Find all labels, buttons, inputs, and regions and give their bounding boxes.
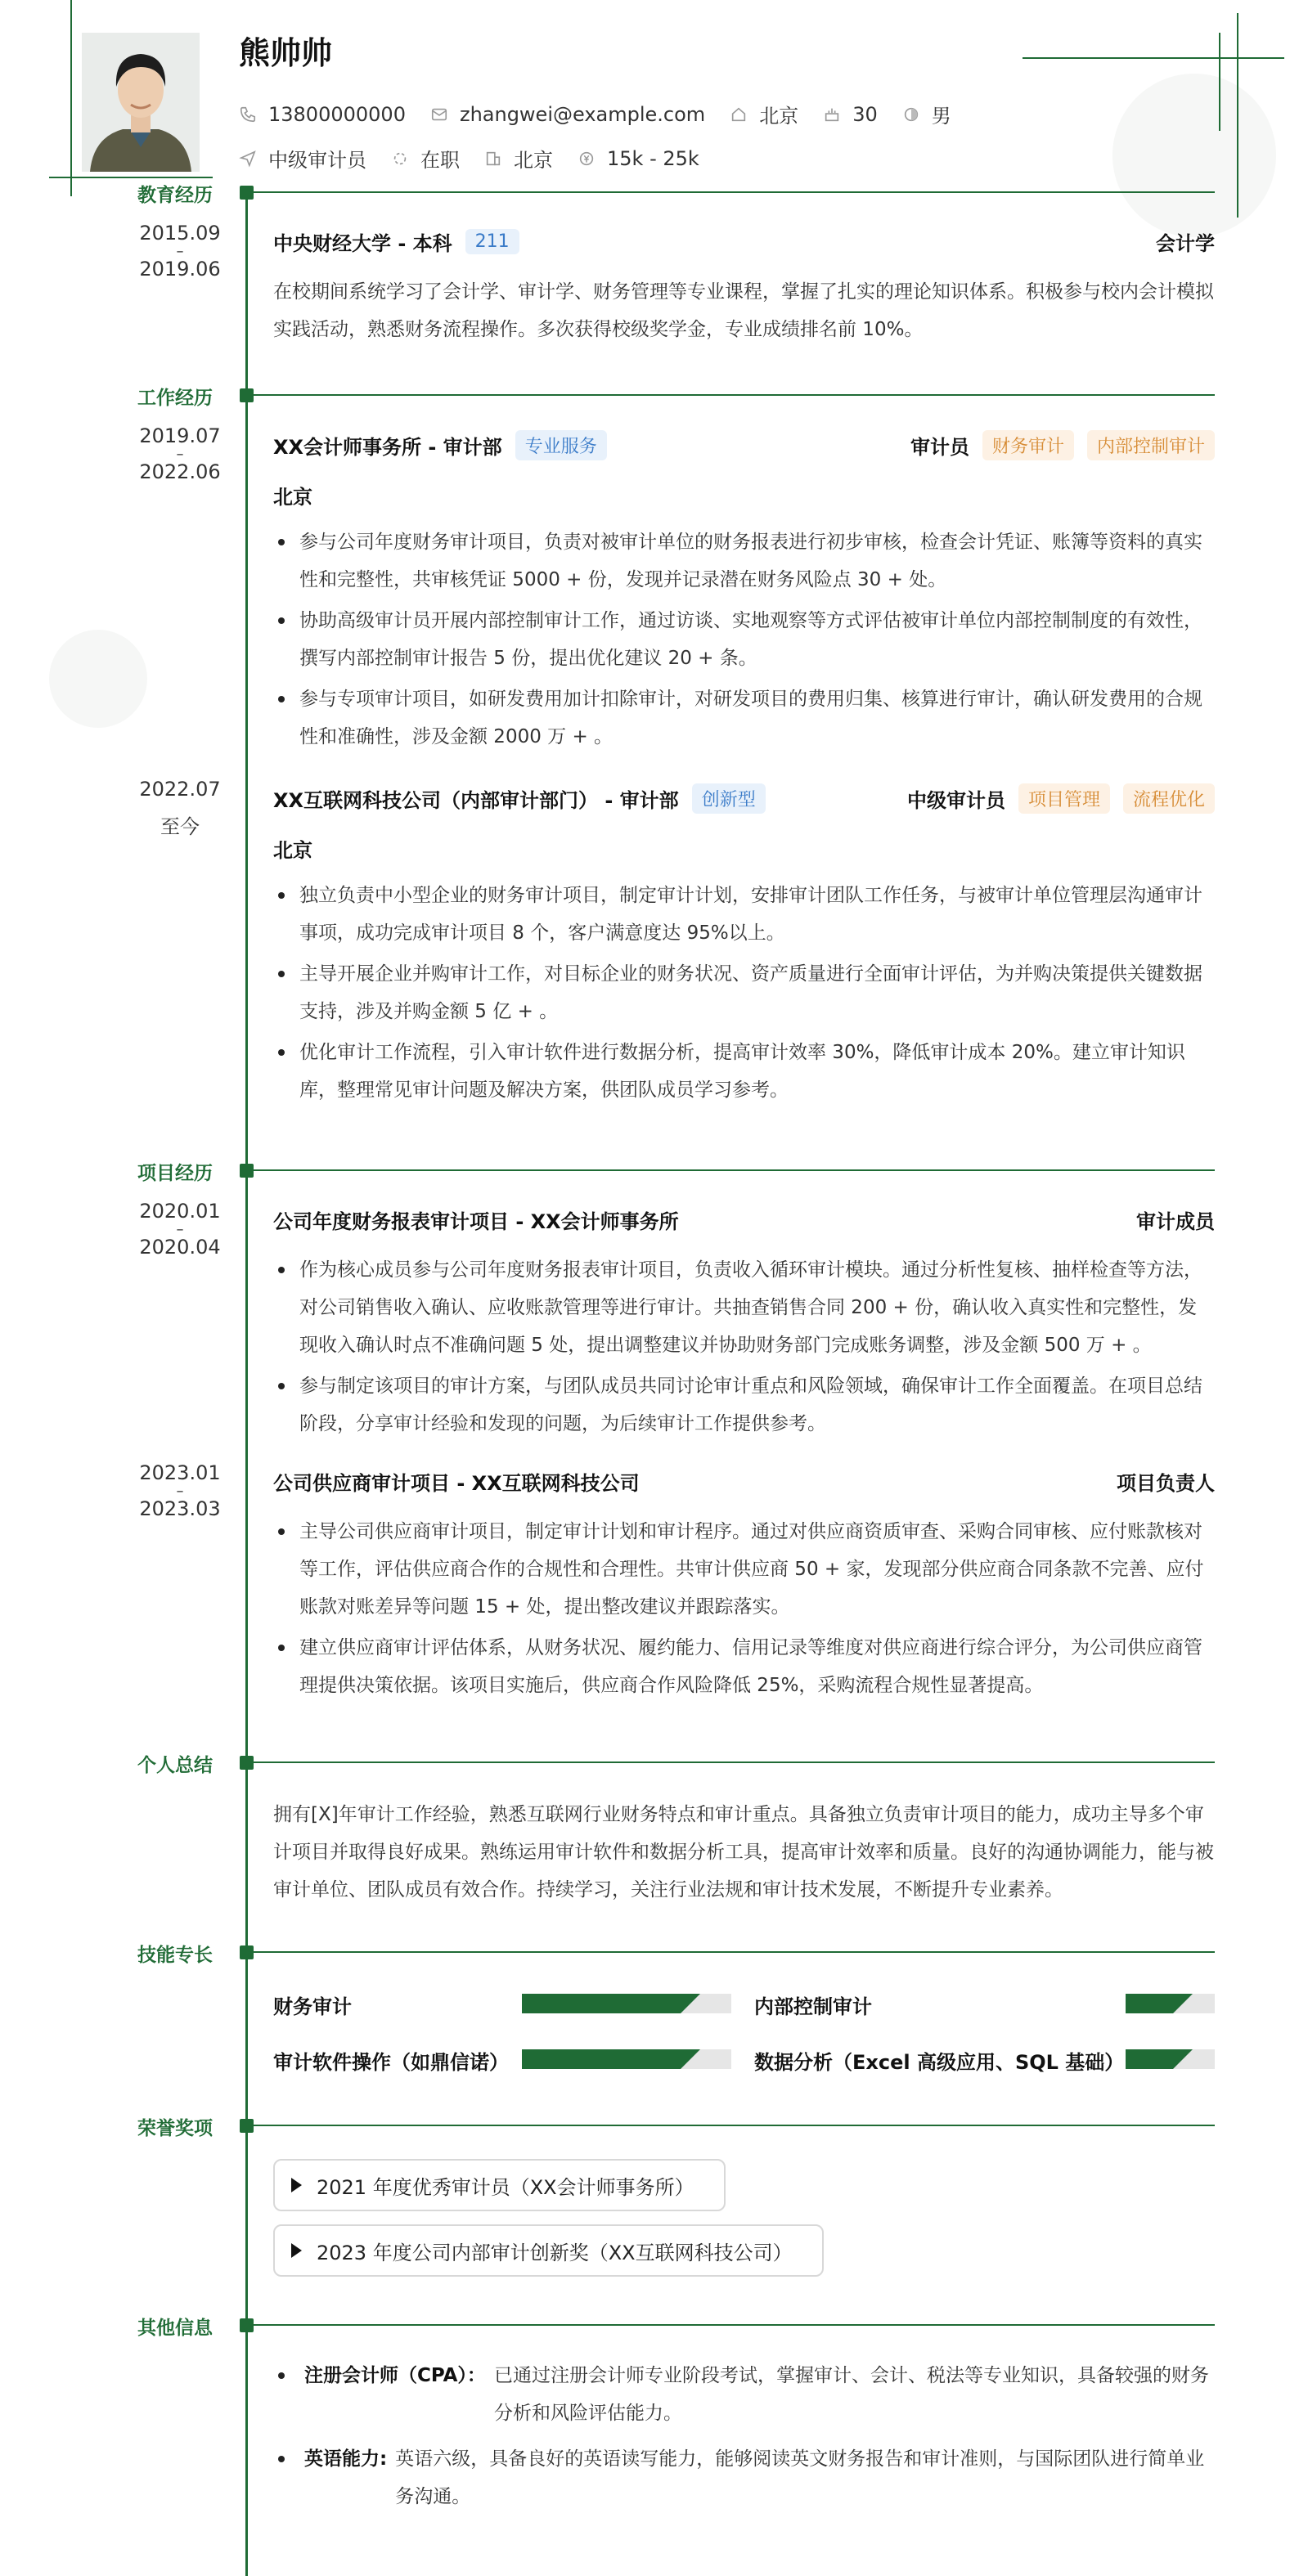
play-icon	[291, 2243, 302, 2258]
section-rule	[254, 2125, 1215, 2126]
skill-name: 数据分析（Excel 高级应用、SQL 基础）	[754, 2051, 1125, 2074]
work-location: 北京	[273, 839, 312, 862]
building-icon	[484, 150, 502, 168]
phone-item	[239, 103, 406, 126]
company-tag: 创新型	[692, 783, 766, 814]
skill-fill	[522, 2049, 681, 2069]
award-item[interactable]	[273, 2224, 824, 2277]
project-bullets	[273, 1513, 1215, 1708]
list-item: 作为核心成员参与公司年度财务报表审计项目，负责收入循环审计模块。通过分析性复核、抽样检查等方法，对公司销售收入确认、应收账款管理等进行审计。共抽查销售合同 200 + 份，确认收入真实性和完整性，发现收入确认时点不准确问题 5 处，提出调整建议并协助财务部门完成账务调整，涉及金额 500 万 + 。	[273, 1251, 1215, 1364]
skill-fill	[522, 1994, 681, 2013]
work-date: 2019.07 – 2022.06	[139, 424, 221, 483]
city-value: 北京	[759, 105, 799, 128]
section-rule	[254, 1761, 1215, 1763]
section-title-summary: 个人总结	[137, 1755, 213, 1776]
company-tag: 专业服务	[515, 430, 607, 460]
play-icon	[291, 2178, 302, 2192]
list-item: 主导开展企业并购审计工作，对目标企业的财务状况、资产质量进行全面审计评估，为并购决策提供关键数据支持，涉及并购金额 5 亿 + 。	[273, 955, 1215, 1030]
decorative-circle	[1112, 74, 1276, 237]
project-bullets	[273, 1251, 1215, 1446]
summary-text: 拥有[X]年审计工作经验，熟悉互联网行业财务特点和审计重点。具备独立负责审计项目的能力，成功主导多个审计项目并取得良好成果。熟练运用审计软件和数据分析工具，提高审计效率和质量。良好的沟通协调能力，能与被审计单位、团队成员有效合作。持续学习，关注行业法规和审计技术发展，不断提升专业素养。	[273, 1804, 1214, 1901]
section-title-skills: 技能专长	[137, 1945, 213, 1966]
bullet-icon	[278, 2372, 285, 2379]
phone-value: 13800000000	[268, 102, 406, 126]
section-rule	[254, 1951, 1215, 1953]
position-item	[239, 144, 366, 173]
skill-name: 审计软件操作（如鼎信诺）	[273, 2051, 509, 2074]
award-label: 2021 年度优秀审计员（XX会计师事务所）	[317, 2175, 694, 2199]
decorative-circle	[49, 630, 147, 728]
status-value: 在职	[420, 149, 460, 172]
list-item: 参与公司年度财务审计项目，负责对被审计单位的财务报表进行初步审核，检查会计凭证、账簿等资料的真实性和完整性，共审核凭证 5000 + 份，发现并记录潜在财务风险点 30 + 处。	[273, 523, 1215, 599]
skill-fill	[1126, 2049, 1173, 2069]
project-title: 公司年度财务报表审计项目 - XX会计师事务所	[273, 1210, 679, 1233]
decorative-line	[1023, 57, 1284, 59]
gender-value: 男	[931, 105, 951, 128]
skill-name: 内部控制审计	[754, 1995, 872, 2018]
work-header	[273, 430, 1215, 460]
work-date: 2022.07	[139, 778, 221, 801]
education-header	[273, 227, 1215, 256]
list-item: 参与制定该项目的审计方案，与团队成员共同讨论审计重点和风险领域，确保审计工作全面覆盖。在项目总结阶段，分享审计经验和发现的问题，为后续审计工作提供参考。	[273, 1367, 1215, 1443]
skill-tag: 内部控制审计	[1087, 430, 1215, 460]
project-date: 2020.01 – 2020.04	[139, 1200, 221, 1259]
list-item: 主导公司供应商审计项目，制定审计计划和审计程序。通过对供应商资质审查、采购合同审核、应付账款核对等工作，评估供应商合作的合规性和合理性。共审计供应商 50 + 家，发现部分供应商合同条款不完善、应付账款对账差异等问题 15 + 处，提出整改建议并跟踪落实。	[273, 1513, 1215, 1626]
decorative-line	[49, 177, 213, 178]
skill-tag: 流程优化	[1123, 783, 1215, 814]
salary-item	[578, 147, 699, 170]
list-item: 独立负责中小型企业的财务审计项目，制定审计计划，安排审计团队工作任务，与被审计单位管理层沟通审计事项，成功完成审计项目 8 个，客户满意度达 95%以上。	[273, 877, 1215, 952]
send-icon	[239, 150, 257, 168]
section-marker	[240, 186, 254, 200]
age-value: 30	[852, 102, 878, 126]
cake-icon	[823, 105, 841, 123]
avatar	[82, 33, 200, 172]
skill-tag: 项目管理	[1018, 783, 1110, 814]
list-item: 参与专项审计项目，如研发费用加计扣除审计，对研发项目的费用归集、核算进行审计，确认研发费用的合规性和准确性，涉及金额 2000 万 + 。	[273, 680, 1215, 756]
section-rule	[254, 2324, 1215, 2326]
city-item	[730, 100, 798, 128]
section-marker	[240, 2318, 254, 2332]
list-item: 优化审计工作流程，引入审计软件进行数据分析，提高审计效率 30%，降低审计成本 20%。建立审计知识库，整理常见审计问题及解决方案，供团队成员学习参考。	[273, 1034, 1215, 1109]
section-rule	[254, 394, 1215, 396]
other-item	[273, 2440, 1215, 2515]
major: 会计学	[1156, 232, 1215, 255]
work-bullets	[273, 877, 1215, 1112]
section-rule	[254, 191, 1215, 193]
project-role: 审计成员	[1136, 1210, 1215, 1233]
section-rule	[254, 1169, 1215, 1171]
email-item	[430, 103, 705, 126]
decorative-line	[1219, 33, 1220, 131]
project-header	[273, 1205, 1215, 1234]
other-label: 英语能力:	[304, 2448, 388, 2470]
age-item	[823, 103, 878, 126]
home-icon	[730, 105, 748, 123]
other-label: 注册会计师（CPA）：	[304, 2365, 486, 2386]
phone-icon	[239, 105, 257, 123]
work-location: 北京	[273, 486, 312, 509]
gender-icon	[902, 105, 920, 123]
target-city-item	[484, 144, 553, 173]
status-item	[391, 144, 460, 173]
award-label: 2023 年度公司内部审计创新奖（XX互联网科技公司）	[317, 2241, 793, 2264]
skill-fill	[1126, 1994, 1173, 2013]
loading-icon	[391, 150, 409, 168]
section-title-project: 项目经历	[137, 1163, 213, 1184]
candidate-name: 熊帅帅	[239, 35, 333, 71]
school-title: 中央财经大学 - 本科	[273, 232, 452, 255]
skill-name: 财务审计	[273, 1995, 352, 2018]
project-header	[273, 1467, 1215, 1496]
work-date-end: 至今	[160, 815, 200, 838]
company-title: XX互联网科技公司（内部审计部门） - 审计部	[273, 789, 679, 812]
bullet-icon	[278, 2456, 285, 2462]
section-title-other: 其他信息	[137, 2318, 213, 2339]
skill-bar	[1126, 1994, 1215, 2013]
job-role: 中级审计员	[906, 789, 1005, 812]
section-title-awards: 荣誉奖项	[137, 2118, 213, 2139]
coin-icon	[578, 150, 596, 168]
other-text: 英语六级，具备良好的英语读写能力，能够阅读英文财务报告和审计准则，与国际团队进行简单业务沟通。	[395, 2448, 1205, 2507]
section-title-education: 教育经历	[137, 185, 213, 206]
mail-icon	[430, 105, 448, 123]
work-header	[273, 783, 1215, 814]
job-intent-row	[239, 144, 724, 173]
section-marker	[240, 1945, 254, 1959]
skill-bar	[1126, 2049, 1215, 2069]
section-marker	[240, 2119, 254, 2133]
skill-tag: 财务审计	[982, 430, 1074, 460]
education-description: 在校期间系统学习了会计学、审计学、财务管理等专业课程，掌握了扎实的理论知识体系。积极参与校内会计模拟实践活动，熟悉财务流程操作。多次获得校级奖学金，专业成绩排名前 10%。	[273, 281, 1214, 340]
timeline-line	[245, 193, 248, 2576]
section-title-work: 工作经历	[137, 388, 213, 409]
other-text: 已通过注册会计师专业阶段考试，掌握审计、会计、税法等专业知识，具备较强的财务分析和风险评估能力。	[493, 2365, 1209, 2424]
contact-row	[239, 100, 976, 128]
project-date: 2023.01 – 2023.03	[139, 1461, 221, 1520]
gender-item	[902, 100, 951, 128]
target-city-value: 北京	[514, 149, 553, 172]
skill-bar	[522, 2049, 731, 2069]
list-item: 协助高级审计员开展内部控制审计工作，通过访谈、实地观察等方式评估被审计单位内部控制制度的有效性，撰写内部控制审计报告 5 份，提出优化建议 20 + 条。	[273, 602, 1215, 677]
job-role: 审计员	[910, 436, 969, 459]
school-tag: 211	[465, 229, 519, 254]
work-bullets	[273, 523, 1215, 759]
salary-value: 15k - 25k	[607, 146, 699, 170]
skill-bar	[522, 1994, 731, 2013]
section-marker	[240, 1756, 254, 1770]
position-value: 中级审计员	[268, 149, 366, 172]
decorative-line	[70, 0, 72, 196]
project-role: 项目负责人	[1117, 1472, 1215, 1495]
section-marker	[240, 388, 254, 402]
decorative-line	[1237, 13, 1238, 218]
section-marker	[240, 1164, 254, 1178]
award-item[interactable]	[273, 2159, 726, 2211]
project-title: 公司供应商审计项目 - XX互联网科技公司	[273, 1472, 640, 1495]
company-title: XX会计师事务所 - 审计部	[273, 436, 502, 459]
email-value: zhangwei@example.com	[459, 102, 706, 126]
other-item	[273, 2357, 1215, 2432]
education-date: 2015.09 – 2019.06	[139, 222, 221, 280]
list-item: 建立供应商审计评估体系，从财务状况、履约能力、信用记录等维度对供应商进行综合评分，为公司供应商管理提供决策依据。该项目实施后，供应商合作风险降低 25%，采购流程合规性显著提高。	[273, 1629, 1215, 1704]
